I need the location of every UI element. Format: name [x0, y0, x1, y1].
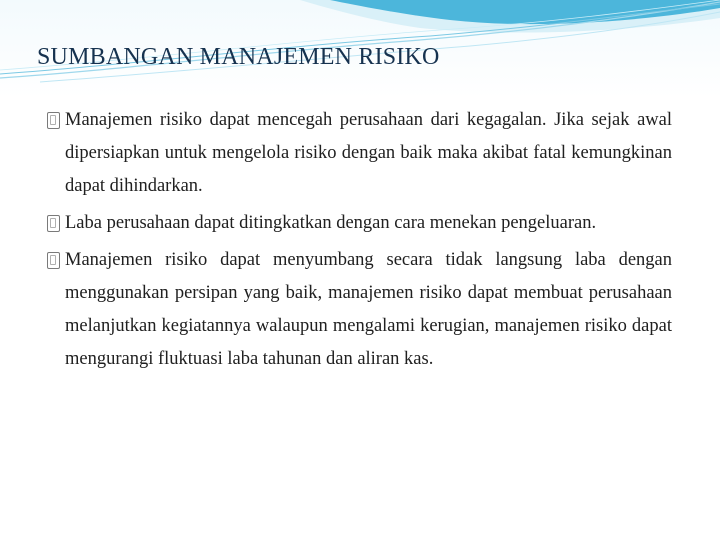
bullet-text: Manajemen risiko dapat menyumbang secara tidak langsung laba dengan menggunakan persipan yang baik, manajemen risiko dapat membuat perusahaan melanjutkan kegiatannya walaupun mengalami kerugian, manajemen risiko dapat mengurangi fluktuasi laba tahunan dan aliran kas.: [65, 250, 672, 369]
bullet-box-icon: [47, 215, 60, 232]
slide-title: SUMBANGAN MANAJEMEN RISIKO: [37, 44, 440, 70]
bullet-text: Manajemen risiko dapat mencegah perusahaan dari kegagalan. Jika sejak awal dipersiapkan untuk mengelola risiko dengan baik maka akibat fatal kemungkinan dapat dihindarkan.: [65, 110, 672, 196]
bullet-box-icon: [47, 252, 60, 269]
bullet-box-icon: [47, 112, 60, 129]
bullet-item: [47, 207, 672, 240]
bullet-item: [47, 244, 672, 376]
bullet-text: Laba perusahaan dapat ditingkatkan dengan cara menekan pengeluaran.: [65, 213, 597, 233]
bullet-item: [47, 104, 672, 203]
bullet-list: [47, 104, 672, 516]
